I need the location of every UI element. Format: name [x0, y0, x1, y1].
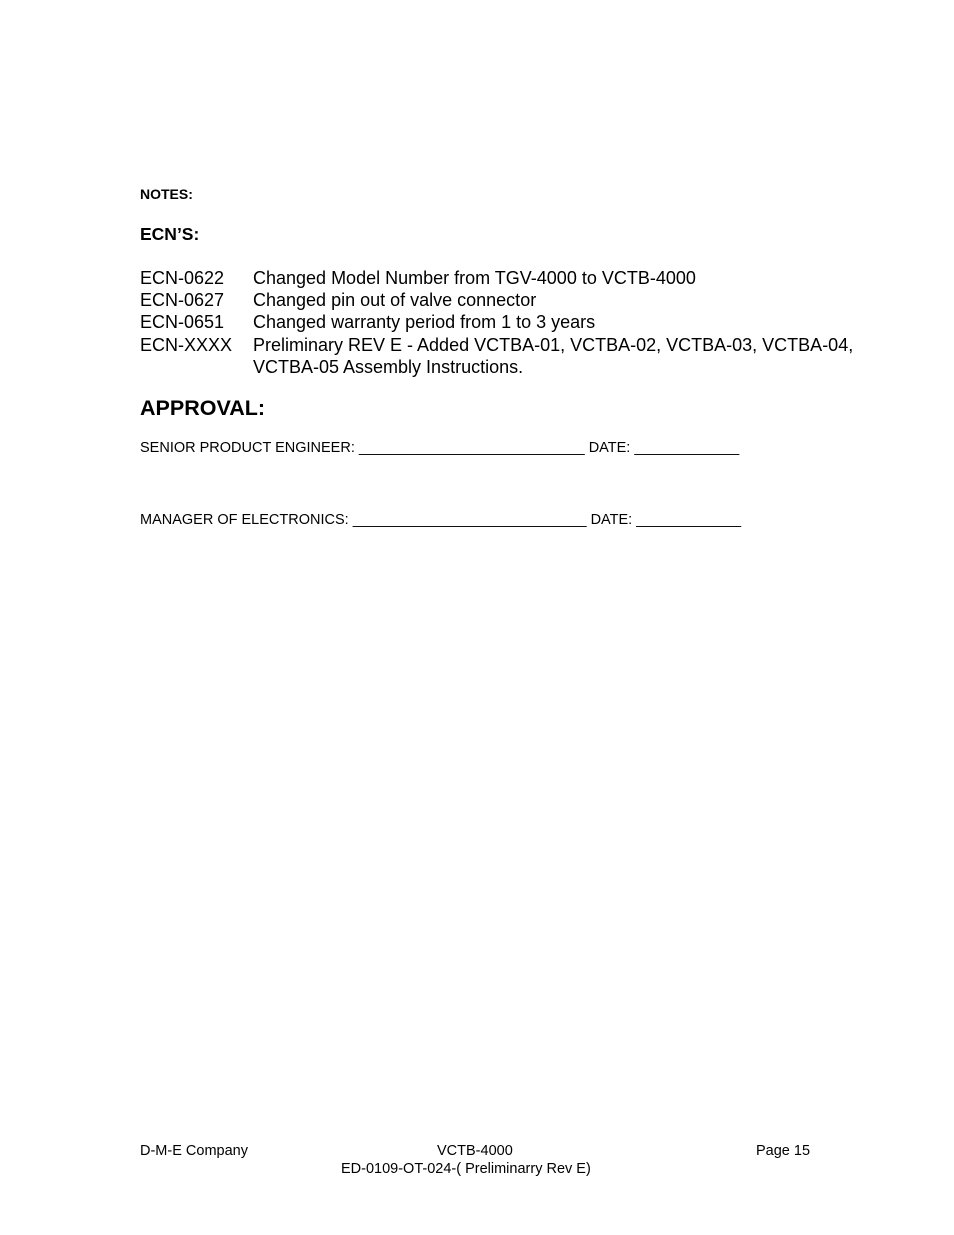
ecn-id: ECN-0622: [140, 268, 225, 288]
approval-heading: APPROVAL:: [140, 396, 266, 420]
footer-page-number: Page 15: [756, 1143, 811, 1159]
ecn-id: ECN-XXXX: [140, 335, 233, 355]
notes-heading: NOTES:: [140, 186, 193, 202]
ecn-description: Preliminary REV E - Added VCTBA-01, VCTBA-02, VCTBA-03, VCTBA-04, VCTBA-05 Assembly Instructions.: [253, 335, 854, 377]
ecn-id: ECN-0627: [140, 290, 225, 310]
footer-company: D-M-E Company: [140, 1143, 248, 1159]
footer-document-number: ED-0109-OT-024-( Preliminarry Rev E): [341, 1161, 591, 1177]
ecns-heading: ECN’S:: [140, 224, 200, 244]
ecn-description: Changed Model Number from TGV-4000 to VCTB-4000: [253, 268, 696, 288]
senior-product-engineer-signature-line: SENIOR PRODUCT ENGINEER: ____________________________ DATE: _____________: [140, 440, 740, 456]
manager-of-electronics-signature-line: MANAGER OF ELECTRONICS: _____________________________ DATE: _____________: [140, 512, 742, 528]
ecn-id: ECN-0651: [140, 312, 225, 332]
ecn-description: Changed pin out of valve connector: [253, 290, 537, 310]
footer-product: VCTB-4000: [437, 1143, 513, 1159]
ecn-description: Changed warranty period from 1 to 3 years: [253, 312, 596, 332]
